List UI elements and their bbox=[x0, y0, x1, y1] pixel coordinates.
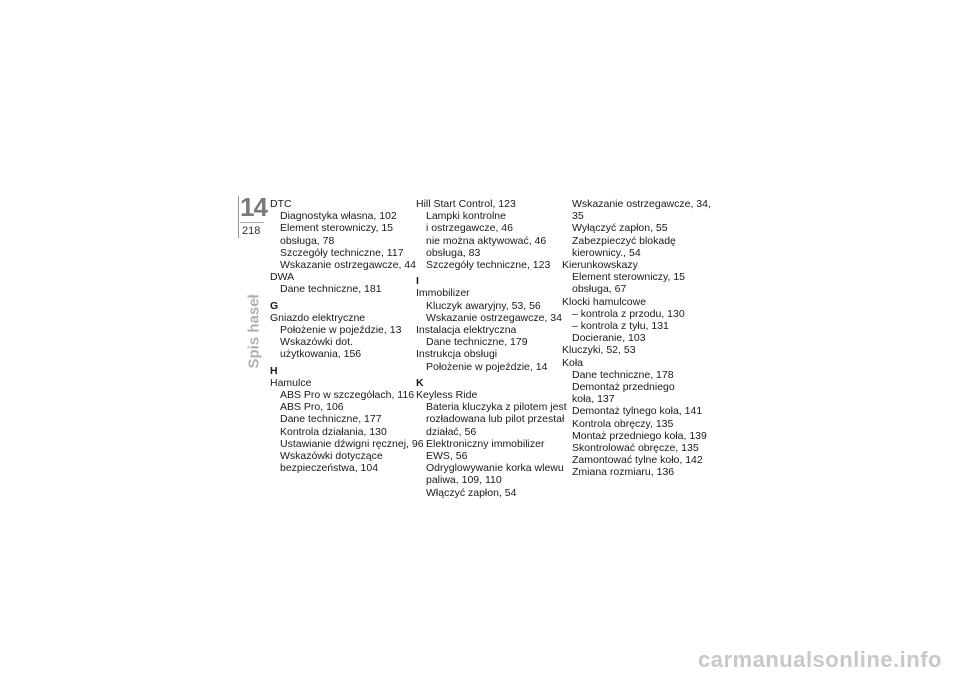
index-subentry: Wskazanie ostrzegawcze, 44 bbox=[280, 259, 416, 272]
index-entry: Hamulce bbox=[270, 376, 312, 389]
index-subentry: Położenie w pojeździe, 14 bbox=[426, 360, 548, 373]
index-subentry: Elektroniczny immobilizer bbox=[426, 437, 545, 450]
index-subentry: Kontrola działania, 130 bbox=[280, 425, 387, 438]
index-entry: Gniazdo elektryczne bbox=[270, 311, 366, 324]
index-subentry: Element sterowniczy, 15 bbox=[572, 271, 686, 284]
index-subentry: – kontrola z przodu, 130 bbox=[572, 307, 685, 320]
index-letter-heading: K bbox=[416, 376, 424, 389]
index-subentry: Demontaż przedniego bbox=[572, 381, 675, 394]
index-subentry: rozładowana lub pilot przestał bbox=[426, 413, 565, 426]
index-subentry: ABS Pro, 106 bbox=[280, 401, 344, 414]
index-subentry: użytkowania, 156 bbox=[280, 348, 362, 361]
index-subentry: Zabezpieczyć blokadę bbox=[572, 234, 676, 247]
index-subentry: Dane techniczne, 181 bbox=[280, 283, 382, 296]
index-entry: Immobilizer bbox=[416, 287, 470, 300]
index-subentry: EWS, 56 bbox=[426, 450, 468, 463]
section-side-title: Spis haseł bbox=[245, 294, 263, 369]
index-column-3 bbox=[562, 198, 711, 479]
chapter-number: 14 bbox=[240, 192, 267, 222]
index-entry: DWA bbox=[270, 271, 295, 284]
index-subentry: Odryglowywanie korka wlewu bbox=[426, 462, 564, 475]
index-subentry: Wskazanie ostrzegawcze, 34, bbox=[572, 198, 711, 210]
index-subentry: Wskazanie ostrzegawcze, 34 bbox=[426, 311, 562, 324]
index-subentry: Wskazówki dotyczące bbox=[280, 450, 383, 463]
index-subentry: kierownicy., 54 bbox=[572, 246, 641, 259]
chapter-divider bbox=[240, 222, 264, 223]
index-subentry: Lampki kontrolne bbox=[426, 210, 506, 223]
index-subentry: ABS Pro w szczegółach, 116 bbox=[280, 389, 415, 402]
index-letter-heading: G bbox=[270, 299, 279, 312]
index-subentry: obsługa, 83 bbox=[426, 246, 481, 259]
index-subentry: obsługa, 67 bbox=[572, 283, 627, 296]
index-subentry: Wyłączyć zapłon, 55 bbox=[572, 222, 668, 235]
index-subentry: działać, 56 bbox=[426, 425, 477, 438]
index-subentry: Montaż przedniego koła, 139 bbox=[572, 429, 707, 442]
index-subentry: paliwa, 109, 110 bbox=[426, 474, 502, 487]
index-subentry: Położenie w pojeździe, 13 bbox=[280, 324, 402, 337]
index-subentry: Kluczyk awaryjny, 53, 56 bbox=[426, 299, 541, 312]
index-subentry: Dane techniczne, 178 bbox=[572, 368, 674, 381]
index-subentry: Bateria kluczyka z pilotem jest bbox=[426, 401, 567, 414]
index-entry: Instalacja elektryczna bbox=[416, 324, 517, 337]
index-entry: Instrukcja obsługi bbox=[416, 348, 498, 361]
index-subentry: Włączyć zapłon, 54 bbox=[426, 486, 517, 499]
index-entry: Kluczyki, 52, 53 bbox=[562, 344, 636, 357]
index-subentry: Ustawianie dźwigni ręcznej, 96 bbox=[280, 437, 424, 450]
index-subentry: Docieranie, 103 bbox=[572, 332, 646, 345]
index-subentry: obsługa, 78 bbox=[280, 234, 335, 247]
index-entry: Kierunkowskazy bbox=[562, 259, 638, 272]
index-subentry: Dane techniczne, 177 bbox=[280, 413, 382, 426]
index-subentry: nie można aktywować, 46 bbox=[426, 234, 547, 247]
index-subentry: Demontaż tylnego koła, 141 bbox=[572, 405, 703, 418]
index-subentry: Skontrolować obręcze, 135 bbox=[572, 442, 699, 455]
index-subentry: Wskazówki dot. bbox=[280, 336, 353, 349]
index-subentry: Zamontować tylne koło, 142 bbox=[572, 454, 703, 467]
index-letter-heading: H bbox=[270, 364, 278, 377]
index-column-1 bbox=[270, 198, 424, 475]
index-subentry: koła, 137 bbox=[572, 393, 615, 406]
index-subentry: Element sterowniczy, 15 bbox=[280, 222, 394, 235]
index-subentry: Dane techniczne, 179 bbox=[426, 336, 528, 349]
index-entry: Koła bbox=[562, 356, 584, 369]
index-subentry: Diagnostyka własna, 102 bbox=[280, 210, 397, 223]
index-column-2 bbox=[416, 198, 567, 499]
index-letter-heading: I bbox=[416, 275, 419, 288]
index-subentry: bezpieczeństwa, 104 bbox=[280, 462, 379, 475]
index-entry: Klocki hamulcowe bbox=[562, 295, 647, 308]
index-entry: Hill Start Control, 123 bbox=[416, 198, 516, 210]
index-entry: Keyless Ride bbox=[416, 389, 478, 402]
index-subentry: i ostrzegawcze, 46 bbox=[426, 222, 513, 235]
index-subentry: Szczegóły techniczne, 117 bbox=[280, 246, 404, 259]
index-subentry: Szczegóły techniczne, 123 bbox=[426, 259, 551, 272]
index-subentry: 35 bbox=[572, 210, 584, 223]
index-subentry: Zmiana rozmiaru, 136 bbox=[572, 466, 675, 479]
index-subentry: – kontrola z tyłu, 131 bbox=[572, 320, 669, 333]
page-number: 218 bbox=[242, 225, 261, 237]
index-entry: DTC bbox=[270, 198, 292, 210]
watermark: carmanualsonline.info bbox=[698, 647, 942, 672]
index-subentry: Kontrola obręczy, 135 bbox=[572, 417, 674, 430]
